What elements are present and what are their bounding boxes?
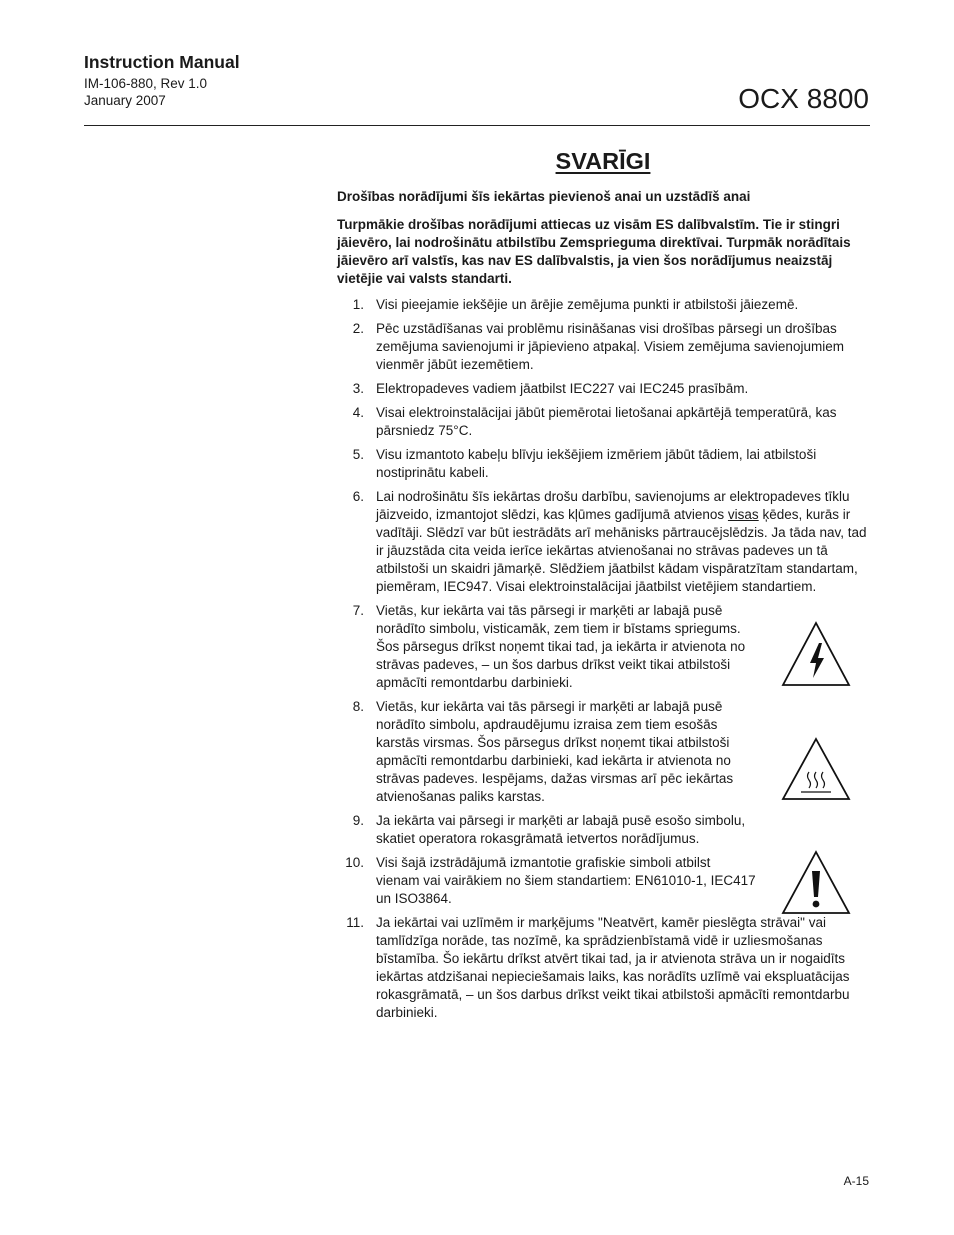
item-number: 6. <box>352 489 364 504</box>
item-text: Elektropadeves vadiem jāatbilst IEC227 vai IEC245 prasībām. <box>376 381 749 396</box>
list-item <box>337 914 869 1022</box>
section-intro: Turpmākie drošības norādījumi attiecas uz visām ES dalībvalstīm. Tie ir stingri jāievēro, lai nodrošinātu atbilstību Zemsprieguma direktīvai. Turpmāk norādītais jāievēro arī valstīs, kas nav ES dalībvalstis, ja vien šos norādījumus neaizstāj vietējie vai valsts standarti. <box>337 217 851 286</box>
item-number: 4. <box>352 405 364 420</box>
manual-title: Instruction Manual <box>84 52 240 72</box>
list-item <box>337 404 869 440</box>
item-number: 1. <box>352 297 364 312</box>
list-item <box>337 446 869 482</box>
item-text-underlined: visas <box>727 507 759 522</box>
item-text: Ja iekārtai vai uzlīmēm ir marķējums "Neatvērt, kamēr pieslēgta strāvai" vai tamlīdzīga norāde, tas nozīmē, ka sprādzienbīstamā vidē ir uzliesmošanas bīstamība. Šo iekārtu drīkst atvērt tikai tad, ja ir atvienota strāva un ir nogaidīts iekārtas atdzišanai nepieciešamais laiks, kas norādīts uzlīmē vai ekspluatācijas rokasgrāmatā, – un šos darbus drīkst veikt tikai atbilstoši apmācīti remontdarbu darbinieki. <box>376 915 850 1020</box>
list-item <box>337 296 869 314</box>
list-item <box>337 812 869 848</box>
high-voltage-warning-icon <box>780 620 852 688</box>
item-text: Visu izmantoto kabeļu blīvju iekšējiem izmēriem jābūt tādiem, lai atbilstoši nostiprinātu kabeli. <box>376 447 817 480</box>
item-text: Visi pieejamie iekšējie un ārējie zemējuma punkti ir atbilstoši jāiezemē. <box>376 297 799 312</box>
list-item <box>337 380 869 398</box>
general-caution-icon <box>780 849 852 916</box>
item-number: 9. <box>352 813 364 828</box>
item-text: Pēc uzstādīšanas vai problēmu risināšanas visi drošības pārsegi un drošības zemējuma savienojumi ir jāpievieno atpakaļ. Visiem zemējuma savienojumiem vienmēr jābūt iezemētiem. <box>376 321 844 372</box>
header-divider <box>84 125 870 126</box>
item-text: Ja iekārta vai pārsegi ir marķēti ar labajā pusē esošo simbolu, skatiet operatora rokasgrāmatā ietvertos norādījumus. <box>376 813 746 846</box>
item-number: 5. <box>352 447 364 462</box>
item-number: 11. <box>346 915 364 930</box>
document-number: IM-106-880, Rev 1.0 <box>84 76 208 91</box>
list-item <box>337 320 869 374</box>
section-heading: SVARĪGI <box>555 148 651 174</box>
header-left <box>84 52 240 109</box>
document-date: January 2007 <box>84 93 166 108</box>
section-subheading: Drošības norādījumi šīs iekārtas pievienoš anai un uzstādīš anai <box>337 189 751 204</box>
item-number: 2. <box>352 321 364 336</box>
list-item <box>337 488 869 596</box>
item-number: 7. <box>352 603 364 618</box>
item-text: Visai elektroinstalācijai jābūt piemērotai lietošanai apkārtējā temperatūrā, kas pārsniedz 75°C. <box>376 405 837 438</box>
item-text: Vietās, kur iekārta vai tās pārsegi ir marķēti ar labajā pusē norādīto simbolu, visticamāk, zem tiem ir bīstams spriegums. Šos pārsegus drīkst noņemt tikai tad, ja iekārta ir atvienota no strāvas padeves, – un šos darbus drīkst veikt tikai atbilstoši apmācīti remontdarbu darbinieki. <box>376 603 746 690</box>
item-text: Vietās, kur iekārta vai tās pārsegi ir marķēti ar labajā pusē norādīto simbolu, apdraudējumu izraisa zem tiem esošās karstās virsmas. Šos pārsegus drīkst noņemt tikai atbilstoši apmācīti remontdarbu darbinieki, kad iekārta ir atvienota no strāvas padeves. Iespējams, dažas virsmas arī pēc iekārtas atvienošanas paliks karstas. <box>376 699 734 804</box>
page-number: A-15 <box>843 1174 869 1188</box>
product-name: OCX 8800 <box>738 83 869 114</box>
item-number: 3. <box>352 381 364 396</box>
hot-surface-warning-icon <box>780 736 852 802</box>
item-text-part: Lai nodrošinātu šīs iekārtas drošu darbību, savienojums ar elektropadeves tīklu jāizveido, izmantojot slēdzi, kas kļūmes gadījumā atvienos <box>376 489 850 522</box>
item-number: 10. <box>345 855 364 870</box>
item-text-part: ķēdes, kurās ir vadītāji. Slēdzī var būt iestrādāts arī mehānisks pārtraucējslēdzis. Ja tāda nav, tad ir jāuzstāda cita veida ierīce iekārtas atvienošanai no strāvas padeves un tā atbilstoši un skaidri jāmarķē. Slēdžiem jāatbilst kādam vispāratzītam standartam, piemēram, IEC947. Visai elektroinstalācijai jāatbilst vietējiem standartiem. <box>376 507 867 594</box>
item-number: 8. <box>352 699 364 714</box>
item-text <box>376 489 867 594</box>
item-text: Visi šajā izstrādājumā izmantotie grafiskie simboli atbilst vienam vai vairākiem no šiem standartiem: EN61010-1, IEC417 un ISO3864. <box>376 855 756 906</box>
